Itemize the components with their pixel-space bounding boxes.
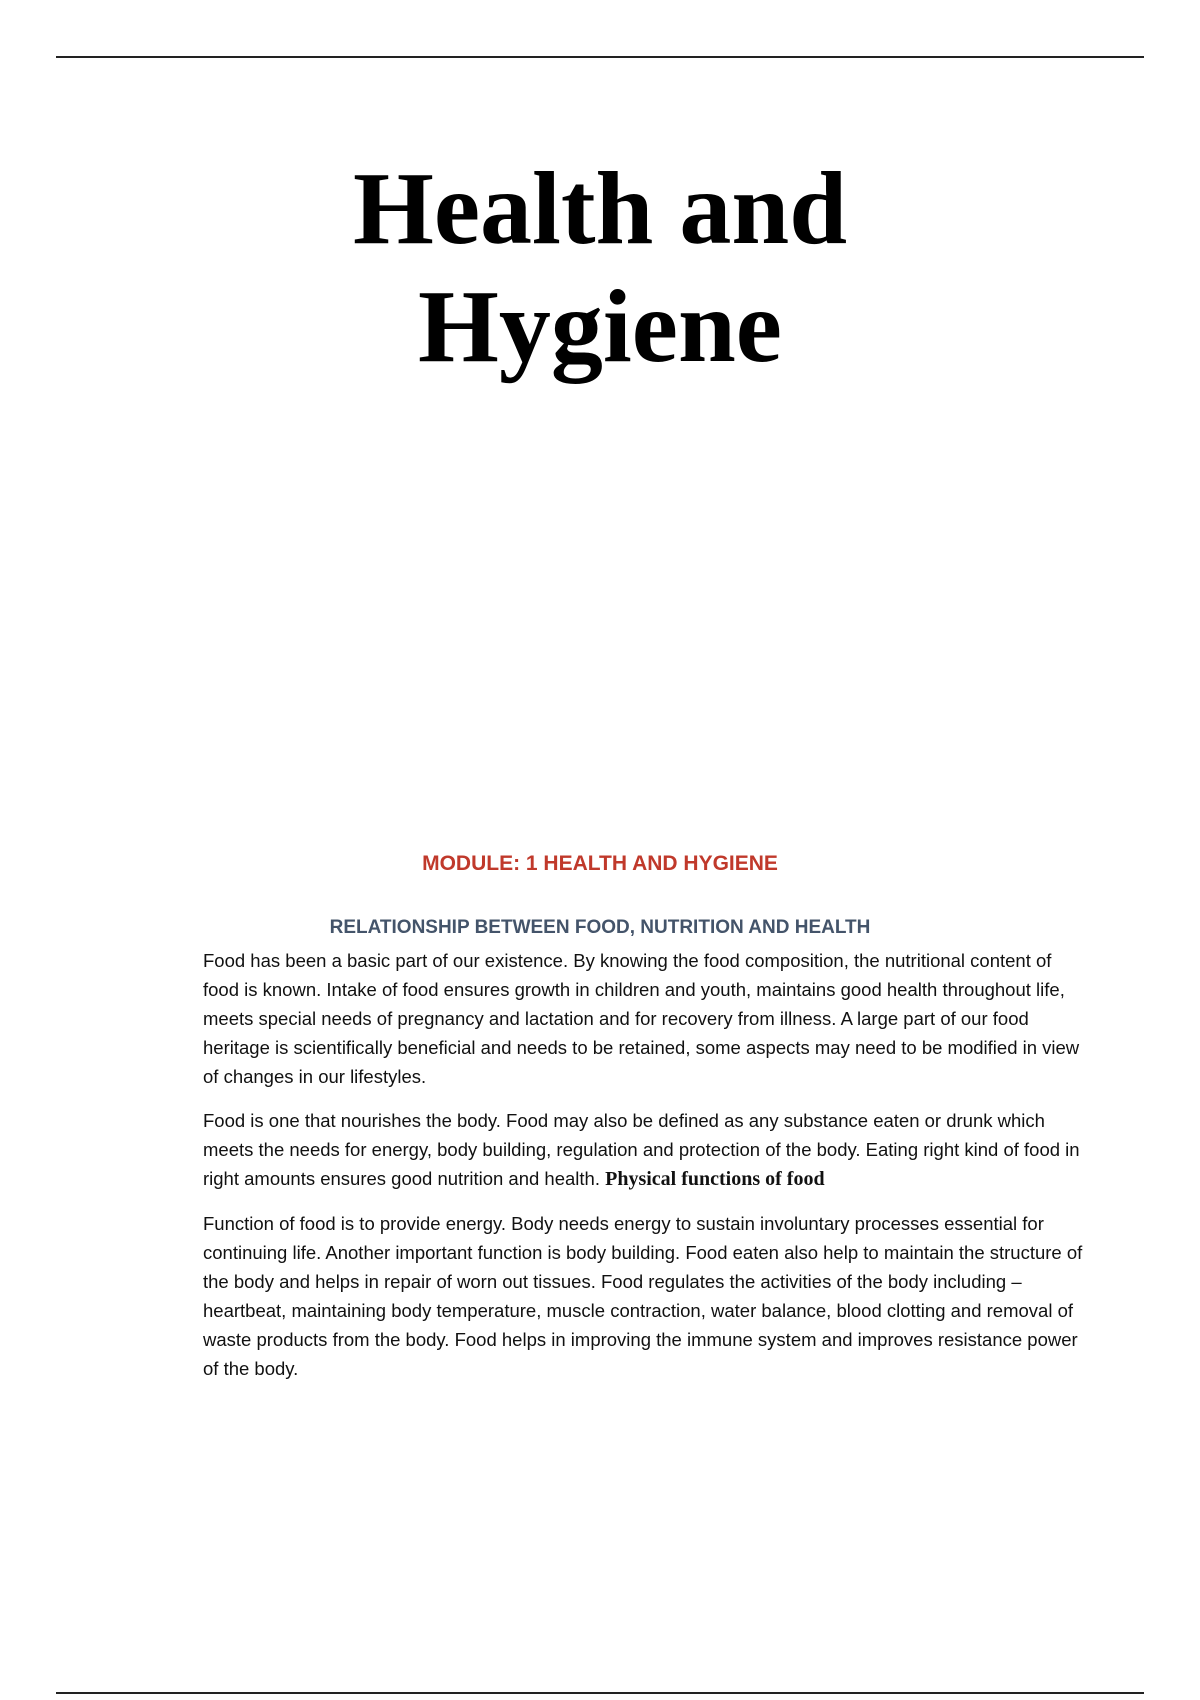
module-heading: MODULE: 1 HEALTH AND HYGIENE <box>422 852 778 875</box>
top-rule <box>56 56 1144 58</box>
paragraph-3-text: Function of food is to provide energy. Body needs energy to sustain involuntary processes essential for continuing life. Another important function is body building. Food eaten also help to maintain the structure of the body and helps in repair of worn out tissues. Food regulates the activities of the body including – heartbeat, maintaining body temperature, muscle contraction, water balance, blood clotting and removal of waste products from the body. Food helps in improving the immune system and improves resistance power of the body. <box>203 1213 1083 1379</box>
paragraph-2 <box>203 1106 1083 1194</box>
physical-functions-heading: Physical functions of food <box>605 1168 825 1190</box>
body-text <box>203 946 1083 1398</box>
paragraph-1 <box>203 946 1083 1091</box>
section-heading: RELATIONSHIP BETWEEN FOOD, NUTRITION AND HEALTH <box>329 917 871 938</box>
document-title <box>0 150 1200 386</box>
paragraph-2-text: Food is one that nourishes the body. Food may also be defined as any substance eaten or drunk which meets the needs for energy, body building, regulation and protection of the body. Eating right kind of food in right amounts ensures good nutrition and health. <box>203 1110 1080 1189</box>
title-line-2: Hygiene <box>418 269 782 384</box>
paragraph-3 <box>203 1209 1083 1383</box>
title-line-1: Health and <box>352 151 848 266</box>
bottom-rule <box>56 1692 1144 1694</box>
paragraph-1-text: Food has been a basic part of our existence. By knowing the food composition, the nutritional content of food is known. Intake of food ensures growth in children and youth, maintains good health throughout life, meets special needs of pregnancy and lactation and for recovery from illness. A large part of our food heritage is scientifically beneficial and needs to be retained, some aspects may need to be modified in view of changes in our lifestyles. <box>203 950 1080 1087</box>
